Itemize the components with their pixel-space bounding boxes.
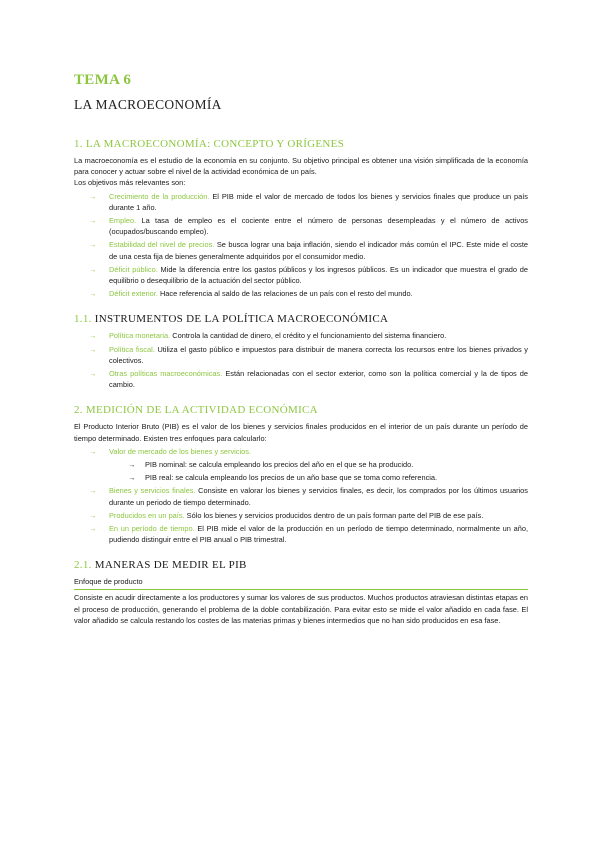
approach-item: → En un período de tiempo. El PIB mide el valor de la producción en un período de tiempo determinado, normalmente un año, pudiendo distinguir entre el PIB anual o PIB trimestral. xyxy=(89,524,528,545)
arrow-right-icon: → xyxy=(128,473,136,483)
arrow-right-icon: → xyxy=(128,460,136,470)
section-2-1-heading: 2.1. MANERAS DE MEDIR EL PIB xyxy=(74,559,247,572)
document-body xyxy=(74,138,528,626)
section-1-1-heading: 1.1. INSTRUMENTOS DE LA POLÍTICA MACROECONÓMICA xyxy=(74,313,389,326)
section-2-intro: El Producto Interior Bruto (PIB) es el valor de los bienes y servicios finales producidos en el interior de un país durante un período de tiempo determinado. Existen tres enfoques para calcularlo: xyxy=(74,422,528,443)
instrument-item: → Política monetaria. Controla la cantidad de dinero, el crédito y el funcionamiento del sistema financiero. xyxy=(89,331,447,341)
instrument-item: → Otras políticas macroeconómicas. Están relacionadas con el sector exterior, como son la política comercial y la de tipos de cambio. xyxy=(89,369,528,390)
section-1-intro: La macroeconomía es el estudio de la economía en su conjunto. Su objetivo principal es obtener una visión simplificada de la economía para conocer y actuar sobre el nivel de la actividad económica de un país. xyxy=(74,156,528,177)
objective-item: → Estabilidad del nivel de precios. Se busca lograr una baja inflación, siendo el indicador más común el IPC. Este mide el coste de una cesta fija de bienes generalmente adquiridos por el consumidor medio. xyxy=(89,240,528,261)
arrow-right-icon: → xyxy=(89,240,97,250)
objective-item: → Empleo. La tasa de empleo es el cociente entre el número de personas desempleadas y el número de activos (ocupados/buscando empleo). xyxy=(89,216,528,237)
objective-item: → Déficit público. Mide la diferencia entre los gastos públicos y los ingresos públicos. Es un indicador que muestra el grado de equilibrio o desequilibrio de la actuación del sector público. xyxy=(89,264,528,286)
arrow-right-icon: → xyxy=(89,446,97,456)
arrow-right-icon: → xyxy=(89,289,97,299)
section-2-heading: 2. MEDICIÓN DE LA ACTIVIDAD ECONÓMICA xyxy=(74,404,318,417)
arrow-right-icon: → xyxy=(89,486,97,496)
section-1-lead: Los objetivos más relevantes son: xyxy=(74,178,186,188)
arrow-right-icon: → xyxy=(89,331,97,341)
instrument-item: → Política fiscal. Utiliza el gasto público e impuestos para distribuir de manera correcta los recursos entre los bienes privados y colectivos. xyxy=(89,344,528,365)
objective-item: → Déficit exterior. Hace referencia al saldo de las relaciones de un país con el resto del mundo. xyxy=(89,289,413,299)
section-2-1-text: Consiste en acudir directamente a los productores y sumar los valores de sus productos. Muchos productos atraviesan distintas etapas en el proceso de producción, generando el problema de la doble contabilización. Para evitar esto se mide el valor añadido en cada fase. El valor añadido se calcula restando los costes de las materias primas y bienes intermedios que no han sido producidos en esa fase. xyxy=(74,593,528,625)
arrow-right-icon: → xyxy=(89,510,97,520)
arrow-right-icon: → xyxy=(89,524,97,534)
subsection-label: Enfoque de producto xyxy=(74,577,143,587)
sub-item: → PIB real: se calcula empleando los precios de un año base que se toma como referencia. xyxy=(128,473,438,483)
arrow-right-icon: → xyxy=(89,264,97,274)
sub-item: → PIB nominal: se calcula empleando los precios del año en el que se ha producido. xyxy=(128,460,414,470)
arrow-right-icon: → xyxy=(89,344,97,354)
arrow-right-icon: → xyxy=(89,216,97,226)
approach-item: → Bienes y servicios finales. Consiste en valorar los bienes y servicios finales, es decir, los comprados por los últimos usuarios durante un periodo de tiempo determinado. xyxy=(89,486,528,507)
objective-item: → Crecimiento de la producción. El PIB mide el valor de mercado de todos los bienes y servicios finales que produce un país durante 1 año. xyxy=(89,191,528,212)
approach-item: → Producidos en un país. Sólo los bienes y servicios producidos dentro de un país forman parte del PIB de ese país. xyxy=(89,510,484,520)
section-1-heading: 1. LA MACROECONOMÍA: CONCEPTO Y ORÍGENES xyxy=(74,138,345,150)
page-title: LA MACROECONOMÍA xyxy=(74,97,222,112)
arrow-right-icon: → xyxy=(89,191,97,201)
tema-label: TEMA 6 xyxy=(74,72,132,88)
approach-item: → Valor de mercado de los bienes y servicios. xyxy=(89,446,251,456)
divider xyxy=(74,589,528,590)
arrow-right-icon: → xyxy=(89,369,97,379)
